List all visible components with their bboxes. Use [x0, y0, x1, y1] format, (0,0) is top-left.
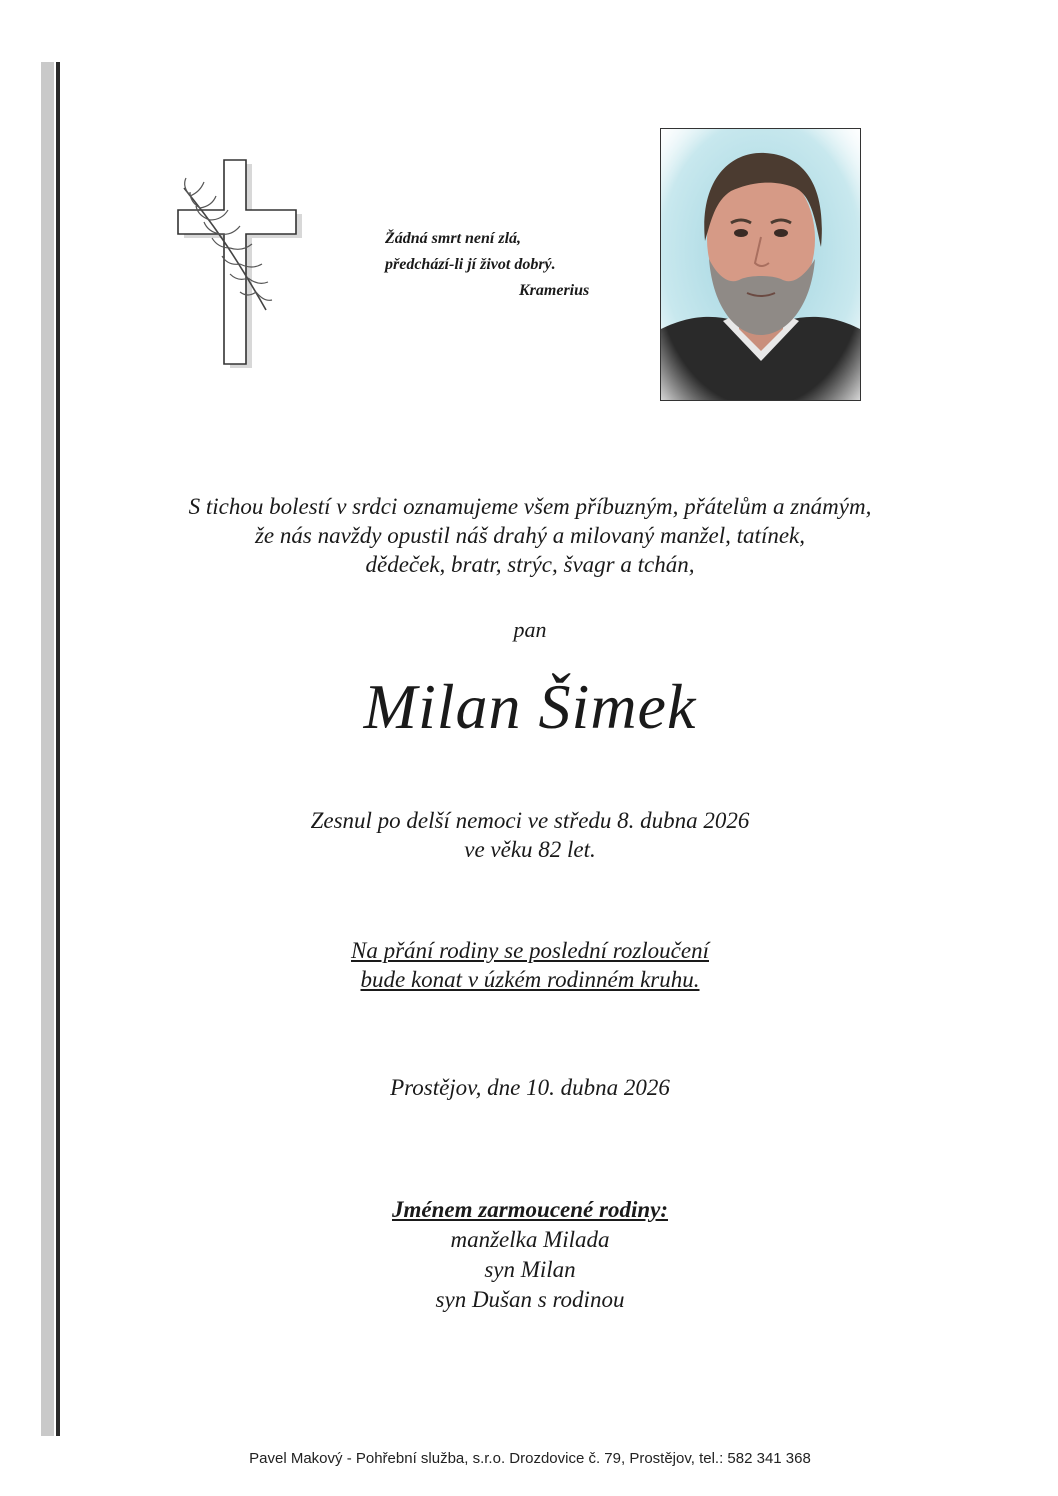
family-signature: [60, 1195, 1000, 1315]
farewell-line-1: Na přání rodiny se poslední rozloučení: [351, 938, 709, 963]
death-line-1: Zesnul po delší nemoci ve středu 8. dubna 2026: [310, 808, 750, 833]
farewell-notice: [60, 936, 1000, 994]
farewell-line-2: bude konat v úzkém rodinném kruhu.: [360, 967, 700, 992]
death-line-2: ve věku 82 let.: [464, 837, 596, 862]
family-member: syn Milan: [484, 1257, 576, 1282]
portrait-photo: [660, 128, 861, 401]
deceased-name: Milan Šimek: [363, 671, 697, 742]
family-member: manželka Milada: [450, 1227, 610, 1252]
quote-line-1: Žádná smrt není zlá,: [385, 230, 522, 247]
family-title: Jménem zarmoucené rodiny:: [392, 1197, 668, 1222]
motto-quote: [385, 226, 645, 304]
place-and-date: Prostějov, dne 10. dubna 2026: [390, 1075, 670, 1100]
death-notice: [60, 806, 1000, 864]
announcement-text: [60, 492, 1000, 579]
announcement-line-1: S tichou bolestí v srdci oznamujeme všem příbuzným, přátelům a známým,: [188, 494, 872, 519]
announcement-line-2: že nás navždy opustil náš drahý a milovaný manžel, tatínek,: [254, 523, 805, 548]
left-border-gray: [41, 62, 54, 1436]
honorific: pan: [513, 617, 547, 642]
quote-line-2: předchází-li jí život dobrý.: [385, 256, 556, 273]
funeral-service-footer: Pavel Makový - Pohřební služba, s.r.o. Drozdovice č. 79, Prostějov, tel.: 582 341 368: [249, 1450, 811, 1467]
quote-author: Kramerius: [519, 282, 590, 299]
cross-with-palm-branch-icon: [170, 150, 310, 375]
announcement-line-3: dědeček, bratr, strýc, švagr a tchán,: [365, 552, 695, 577]
family-member: syn Dušan s rodinou: [435, 1287, 625, 1312]
